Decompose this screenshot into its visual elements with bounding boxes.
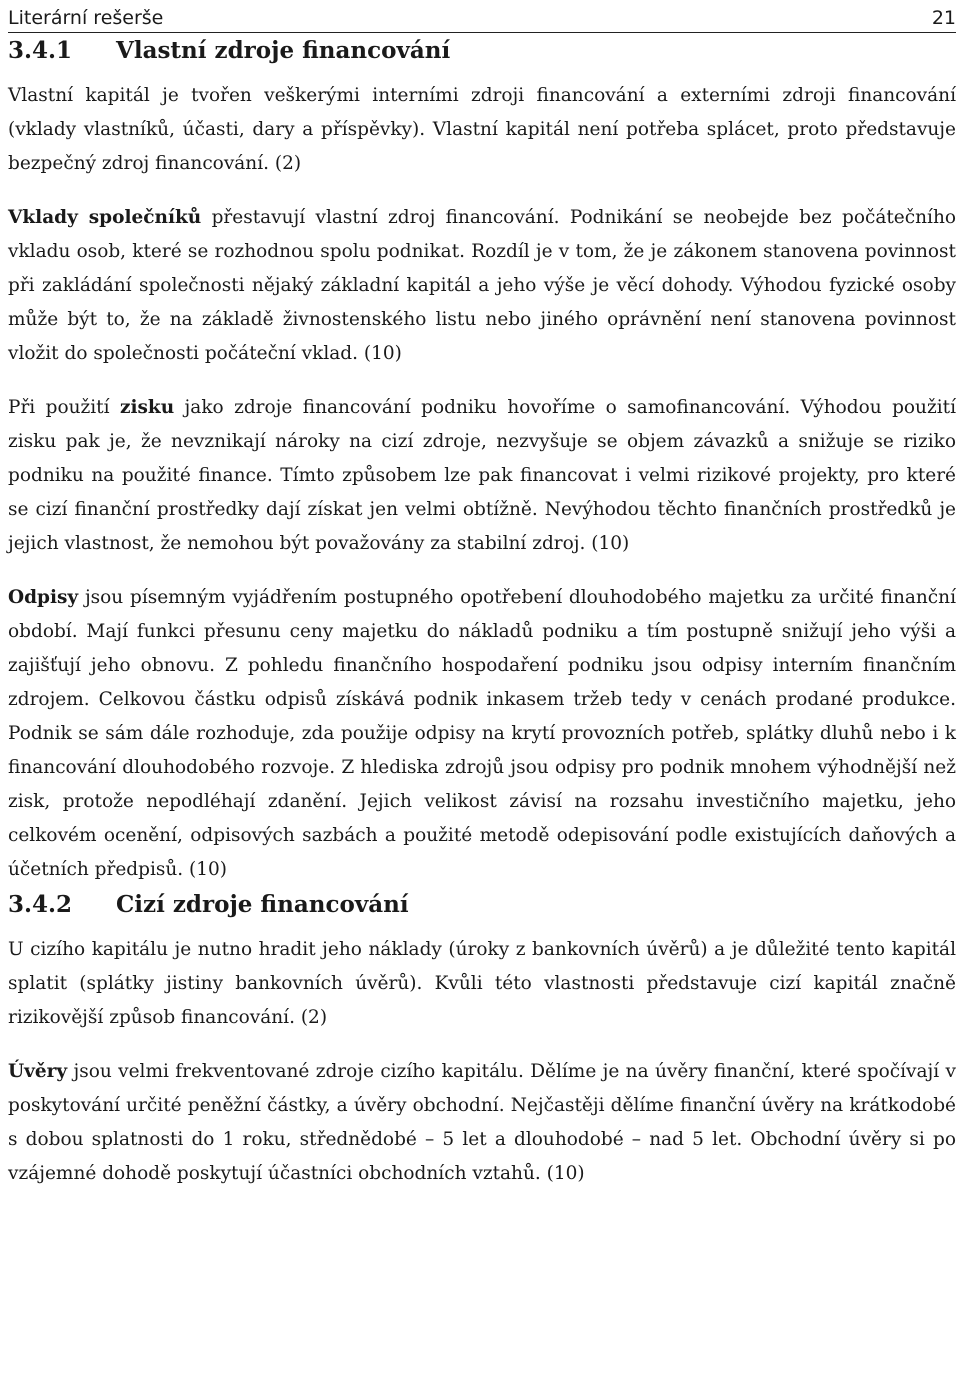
section-title: Vlastní zdroje financování bbox=[116, 36, 451, 64]
chapter-title: Literární rešerše bbox=[8, 7, 164, 29]
section-heading-own-sources bbox=[8, 33, 956, 67]
term-loans: Úvěry bbox=[8, 1061, 68, 1082]
term-partner-deposits: Vklady společníků bbox=[8, 207, 202, 228]
paragraph-text: U cizího kapitálu je nutno hradit jeho náklady (úroky z bankovních úvěrů) a je důležité tento kapitál splatit (splátky jistiny bankovních úvěrů). Kvůli této vlastnosti představuje cizí kapitál značně rizikovější způsob financování. (2) bbox=[8, 939, 956, 1028]
paragraph-own-capital bbox=[8, 79, 956, 181]
paragraph-depreciation bbox=[8, 581, 956, 887]
paragraph-profit bbox=[8, 391, 956, 561]
document-page bbox=[8, 0, 956, 1191]
paragraph-partner-deposits bbox=[8, 201, 956, 371]
section-number: 3.4.1 bbox=[8, 36, 73, 64]
paragraph-text: Vlastní kapitál je tvořen veškerými interními zdroji financování a externími zdroji financování (vklady vlastníků, účasti, dary a příspěvky). Vlastní kapitál není potřeba splácet, proto představuje bezpečný zdroj financování. (2) bbox=[8, 85, 956, 174]
section-title: Cizí zdroje financování bbox=[116, 890, 409, 918]
paragraph-prefix: Při použití bbox=[8, 397, 120, 418]
page-number: 21 bbox=[931, 7, 956, 29]
running-header bbox=[8, 0, 956, 33]
paragraph-loans bbox=[8, 1055, 956, 1191]
section-heading-foreign-sources bbox=[8, 887, 956, 921]
paragraph-text: jako zdroje financování podniku hovoříme o samofinancování. Výhodou použití zisku pak je, že nevznikají nároky na cizí zdroje, nezvyšuje se objem závazků a snižuje se riziko podniku na použité finance. Tímto způsobem lze pak financovat i velmi rizikové projekty, pro které se cizí finanční prostředky dají získat jen velmi obtížně. Nevýhodou těchto finančních prostředků je jejich vlastnost, že nemohou být považovány za stabilní zdroj. (10) bbox=[8, 397, 956, 554]
term-depreciation: Odpisy bbox=[8, 587, 79, 608]
term-profit: zisku bbox=[119, 397, 175, 418]
paragraph-text: jsou písemným vyjádřením postupného opotřebení dlouhodobého majetku za určité finanční období. Mají funkci přesunu ceny majetku do nákladů podniku a tím postupně snižují jeho výši a zajišťují jeho obnovu. Z pohledu finančního hospodaření podniku jsou odpisy interním finančním zdrojem. Celkovou částku odpisů získává podnik inkasem tržeb tedy v cenách prodané produkce. Podnik se sám dále rozhoduje, zda použije odpisy na krytí provozních potřeb, splátky dluhů nebo i k financování dlouhodobého rozvoje. Z hlediska zdrojů jsou odpisy pro podnik mnohem výhodnější než zisk, protože nepodléhají zdanění. Jejich velikost závisí na rozsahu investičního majetku, jeho celkovém ocenění, odpisových sazbách a použité metodě odepisování podle existujících daňových a účetních předpisů. (10) bbox=[8, 587, 956, 880]
paragraph-foreign-capital bbox=[8, 933, 956, 1035]
paragraph-text: přestavují vlastní zdroj financování. Podnikání se neobejde bez počátečního vkladu osob, které se rozhodnou spolu podnikat. Rozdíl je v tom, že je zákonem stanovena povinnost při zakládání společnosti nějaký základní kapitál a jeho výše je věcí dohody. Výhodou fyzické osoby může být to, že na základě živnostenského listu nebo jiného oprávnění není stanovena povinnost vložit do společnosti počáteční vklad. (10) bbox=[8, 207, 957, 364]
paragraph-text: jsou velmi frekventované zdroje cizího kapitálu. Dělíme je na úvěry finanční, které spočívají v poskytování určité peněžní částky, a úvěry obchodní. Nejčastěji dělíme finanční úvěry na krátkodobé s dobou splatnosti do 1 roku, střednědobé – 5 let a dlouhodobé – nad 5 let. Obchodní úvěry si po vzájemné dohodě poskytují účastníci obchodních vztahů. (10) bbox=[8, 1061, 956, 1184]
section-number: 3.4.2 bbox=[8, 890, 73, 918]
